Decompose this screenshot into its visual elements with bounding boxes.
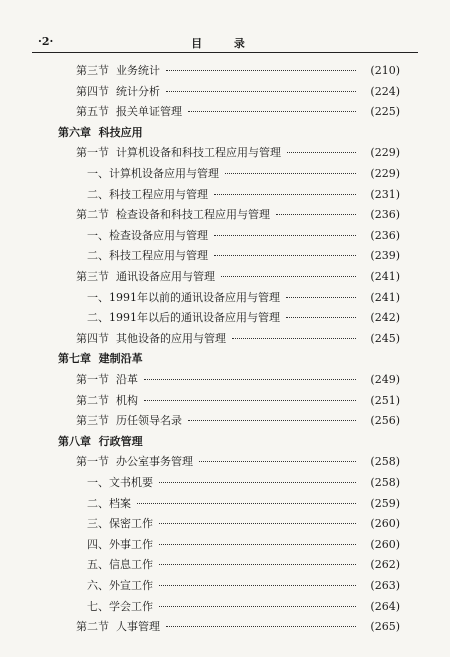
toc-page-number: (258) (370, 455, 400, 469)
toc-entry-row (0, 329, 450, 349)
toc-entry-label: 第一节 沿革 (76, 373, 138, 386)
toc-entry-label: 一、计算机设备应用与管理 (87, 167, 219, 180)
toc-leader-dots (159, 482, 356, 484)
toc-page-number: (229) (370, 146, 400, 160)
toc-entry-label: 六、外宣工作 (87, 579, 153, 592)
toc-page-number: (265) (370, 620, 400, 634)
toc-entry-row (0, 288, 450, 308)
toc-entry-label: 第三节 通讯设备应用与管理 (76, 270, 215, 283)
toc-leader-dots (166, 626, 356, 628)
page-title: 目 录 (191, 37, 259, 50)
toc-leader-dots (276, 214, 356, 216)
toc-entry-label: 五、信息工作 (87, 558, 153, 572)
toc-leader-dots (159, 606, 356, 608)
toc-page-number: (236) (370, 208, 400, 222)
toc-leader-dots (286, 297, 356, 299)
toc-entry-label: 二、档案 (87, 496, 131, 510)
toc-leader-dots (166, 70, 356, 72)
toc-entry-label: 二、科技工程应用与管理 (87, 249, 208, 263)
toc-leader-dots (159, 523, 356, 525)
toc-entry-row (0, 143, 450, 163)
toc-entry-label: 第三节 业务统计 (76, 64, 160, 77)
toc-entry-label: 七、学会工作 (87, 599, 153, 613)
toc-leader-dots (214, 194, 356, 196)
page-number: ·2· (38, 35, 54, 48)
toc-entry-label: 第一节 办公室事务管理 (76, 455, 193, 469)
toc-entry-label: 一、检查设备应用与管理 (87, 228, 208, 242)
toc-leader-dots (144, 379, 356, 381)
toc-entry-label: 第五节 报关单证管理 (76, 105, 182, 119)
toc-entry-row (0, 473, 450, 493)
toc-page-number: (241) (370, 270, 400, 283)
toc-entry-row (0, 535, 450, 555)
toc-chapter-row (0, 123, 450, 143)
toc-entry-row (0, 452, 450, 472)
toc-entry-label: 第四节 其他设备的应用与管理 (76, 331, 226, 345)
toc-leader-dots (221, 276, 356, 278)
toc-leader-dots (188, 420, 356, 422)
toc-entry-row (0, 617, 450, 637)
toc-entry-label: 第一节 计算机设备和科技工程应用与管理 (76, 146, 281, 160)
toc-page-number: (210) (370, 64, 400, 77)
toc-leader-dots (199, 461, 356, 463)
toc-leader-dots (232, 338, 356, 340)
toc-page-number: (251) (370, 393, 400, 407)
toc-page-number: (229) (370, 167, 400, 180)
toc-leader-dots (137, 503, 356, 505)
toc-leader-dots (225, 173, 356, 175)
toc-page-number: (241) (370, 290, 400, 304)
toc-entry-label: 一、1991年以前的通讯设备应用与管理 (87, 290, 280, 304)
toc-leader-dots (144, 400, 356, 402)
toc-entry-row (0, 555, 450, 575)
toc-entry-label: 第二节 人事管理 (76, 620, 160, 634)
toc-page-number: (224) (370, 84, 400, 98)
toc-leader-dots (166, 91, 356, 93)
page-header (30, 33, 420, 51)
toc-page-number: (236) (370, 228, 400, 242)
toc-leader-dots (159, 544, 356, 546)
toc-entry-row (0, 267, 450, 287)
toc-page-number: (245) (370, 331, 400, 345)
toc-page-number: (262) (370, 558, 400, 572)
toc-entry-label: 三、保密工作 (87, 517, 153, 531)
toc-entry-row (0, 205, 450, 225)
toc-entry-label: 二、1991年以后的通讯设备应用与管理 (87, 311, 280, 325)
toc-entry-row (0, 514, 450, 534)
toc-entry-row (0, 82, 450, 102)
toc-leader-dots (159, 564, 356, 566)
toc-entry-label: 第三节 历任领导名录 (76, 414, 182, 428)
toc-entry-label: 第二节 机构 (76, 393, 138, 407)
toc-entry-row (0, 246, 450, 266)
toc-page-number: (231) (370, 187, 400, 201)
toc-leader-dots (286, 317, 356, 319)
toc-page-number: (259) (370, 496, 400, 510)
toc-leader-dots (159, 585, 356, 587)
toc-entry-row (0, 102, 450, 122)
toc-entry-row (0, 391, 450, 411)
toc-entry-row (0, 597, 450, 617)
toc-page-number: (249) (370, 373, 400, 386)
toc-page-number: (242) (370, 311, 400, 325)
toc-entry-row (0, 494, 450, 514)
toc-entry-label: 二、科技工程应用与管理 (87, 187, 208, 201)
toc-entry-row (0, 226, 450, 246)
toc-page-number: (225) (370, 105, 400, 119)
toc-page-number: (264) (370, 599, 400, 613)
toc-entry-row (0, 411, 450, 431)
toc-entry-row (0, 308, 450, 328)
toc-entry-row (0, 185, 450, 205)
toc-page-number: (258) (370, 476, 400, 489)
toc-page-number: (260) (370, 517, 400, 531)
toc-leader-dots (214, 255, 356, 257)
toc-leader-dots (188, 111, 356, 113)
toc-entry-label: 第八章 行政管理 (58, 434, 143, 448)
toc-entry-row (0, 61, 450, 81)
toc-page-number: (239) (370, 249, 400, 263)
toc-leader-dots (287, 152, 356, 154)
toc-entry-label: 第四节 统计分析 (76, 84, 160, 98)
toc-page-number: (256) (370, 414, 400, 428)
toc-entry-row (0, 576, 450, 596)
toc-entry-label: 四、外事工作 (87, 537, 153, 551)
toc-entry-label: 第二节 检查设备和科技工程应用与管理 (76, 208, 270, 222)
toc-chapter-row (0, 349, 450, 369)
toc-page-number: (260) (370, 537, 400, 551)
toc-entry-label: 第七章 建制沿革 (58, 352, 143, 366)
toc-entry-row (0, 164, 450, 184)
toc-page-number: (263) (370, 579, 400, 592)
toc-entry-label: 一、文书机要 (87, 476, 153, 489)
toc-chapter-row (0, 432, 450, 452)
header-rule (32, 52, 418, 53)
toc-leader-dots (214, 235, 356, 237)
toc-entry-label: 第六章 科技应用 (58, 125, 143, 139)
toc-entry-row (0, 370, 450, 390)
